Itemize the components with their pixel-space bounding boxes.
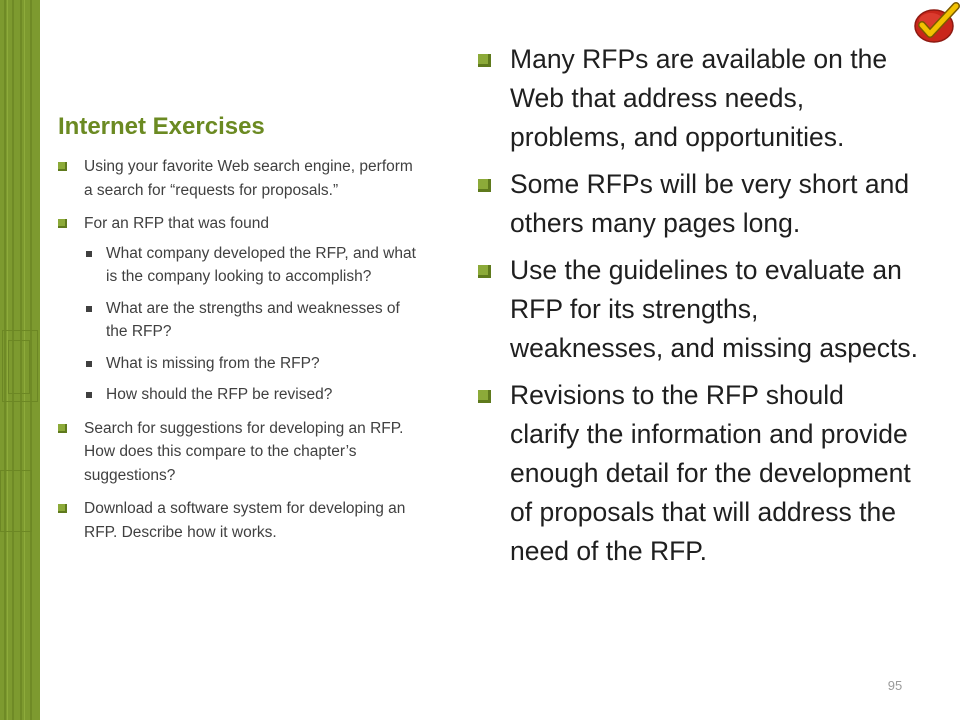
exercise-text: Search for suggestions for developing an RFP. How does this compare to the chapter’s suggestions? (84, 419, 404, 484)
sub-item-text: How should the RFP be revised? (106, 386, 333, 403)
exercise-item (58, 155, 418, 202)
black-square-bullet-icon (86, 306, 92, 312)
exercise-sub-list (84, 242, 418, 407)
key-point-text: Some RFPs will be very short and others many pages long. (510, 169, 910, 238)
green-square-bullet-icon (58, 504, 67, 513)
key-points-list (478, 40, 918, 579)
sub-item-text: What are the strengths and weaknesses of the RFP? (106, 299, 400, 340)
exercise-text: Using your favorite Web search engine, perform a search for “requests for proposals.” (84, 158, 413, 199)
key-point (478, 376, 918, 571)
exercise-item (58, 497, 418, 544)
key-point (478, 165, 918, 243)
checkmark-badge-icon (910, 0, 960, 46)
exercise-text: For an RFP that was found (84, 215, 269, 232)
exercise-item (58, 417, 418, 488)
green-square-bullet-icon (58, 219, 67, 228)
page-number: 95 (887, 678, 903, 693)
green-square-bullet-icon (478, 179, 491, 192)
sub-item (84, 242, 418, 289)
green-square-bullet-icon (478, 390, 491, 403)
sub-item (84, 383, 418, 407)
exercise-text: Download a software system for developing an RFP. Describe how it works. (84, 500, 406, 541)
black-square-bullet-icon (86, 361, 92, 367)
key-point (478, 40, 918, 157)
green-square-bullet-icon (58, 424, 67, 433)
black-square-bullet-icon (86, 251, 92, 257)
sub-item-text: What is missing from the RFP? (106, 354, 320, 372)
key-point-text: Revisions to the RFP should clarify the information and provide enough detail for the development of proposals that will address the need of the RFP. (510, 380, 911, 566)
green-square-bullet-icon (478, 54, 491, 67)
left-decorative-band (0, 0, 40, 720)
sub-item (84, 297, 418, 344)
exercise-item (58, 212, 418, 407)
key-point (478, 251, 918, 368)
exercise-list (58, 155, 418, 554)
key-point-text: Use the guidelines to evaluate an RFP for its strengths, weaknesses, and missing aspects. (510, 255, 919, 363)
key-point-text: Many RFPs are available on the Web that address needs, problems, and opportunities. (510, 44, 888, 152)
sub-item (84, 352, 418, 376)
green-square-bullet-icon (58, 162, 67, 171)
green-square-bullet-icon (478, 265, 491, 278)
sub-item-text: What company developed the RFP, and what is the company looking to accomplish? (106, 244, 416, 285)
slide-title: Internet Exercises (58, 113, 265, 140)
black-square-bullet-icon (86, 392, 92, 398)
